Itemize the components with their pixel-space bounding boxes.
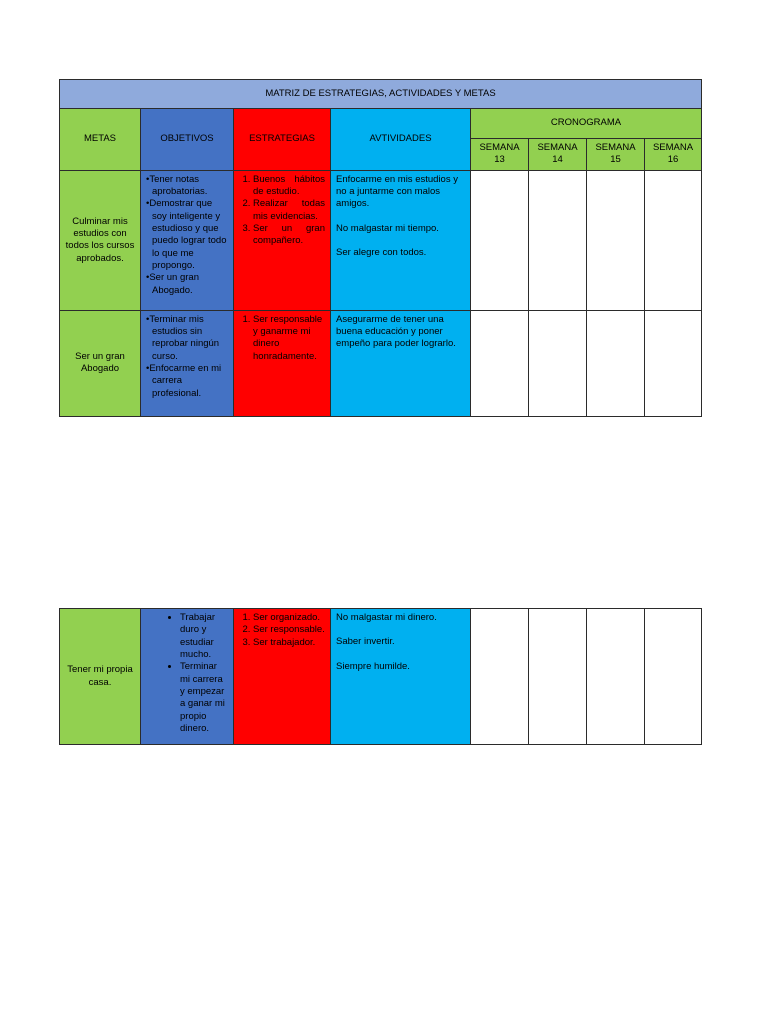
- list-item: 1. Ser organizado.: [253, 612, 325, 624]
- header-metas: METAS: [60, 109, 141, 171]
- meta-cell: Culminar mis estudios con todos los cursos aprobados.: [60, 170, 141, 310]
- activity-text: No malgastar mi tiempo.: [336, 222, 439, 234]
- header-cronograma: CRONOGRAMA: [471, 109, 702, 139]
- schedule-cell: [529, 609, 587, 745]
- header-week-13: SEMANA 13: [471, 139, 529, 171]
- list-item: 2. Ser responsable.: [253, 624, 325, 636]
- activity-text: Enfocarme en mis estudios y no a juntarme con malos amigos.: [336, 173, 458, 210]
- schedule-cell: [645, 609, 702, 745]
- list-item: • Terminar mis estudios sin reprobar ningún curso.: [146, 314, 228, 363]
- list-item: • Demostrar que soy inteligente y estudioso y que puedo lograr todo lo que me propongo.: [146, 198, 228, 272]
- schedule-cell: [587, 310, 645, 416]
- schedule-cell: [645, 310, 702, 416]
- meta-cell: Ser un gran Abogado: [60, 310, 141, 416]
- strategy-matrix-table: [59, 79, 702, 417]
- strategy-matrix-table-continued: [59, 608, 702, 745]
- schedule-cell: [471, 310, 529, 416]
- header-week-14: SEMANA 14: [529, 139, 587, 171]
- schedule-cell: [587, 609, 645, 745]
- actividades-cell: [331, 310, 471, 416]
- table-row: [60, 310, 702, 416]
- list-item: 2. Realizar todas mis evidencias.: [253, 198, 325, 223]
- activity-text: Asegurarme de tener una buena educación y poner empeño para poder lograrlo.: [336, 313, 456, 350]
- actividades-cell: [331, 170, 471, 310]
- estrategias-cell: [234, 310, 331, 416]
- list-item: 1. Ser responsable y ganarme mi dinero honradamente.: [253, 314, 325, 363]
- list-item: 1. Buenos hábitos de estudio.: [253, 174, 325, 199]
- objetivos-cell: [141, 310, 234, 416]
- header-estrategias: ESTRATEGIAS: [234, 109, 331, 171]
- list-item: • Ser un gran Abogado.: [146, 272, 228, 297]
- activity-text: No malgastar mi dinero.: [336, 612, 437, 623]
- objetivos-cell: [141, 170, 234, 310]
- list-item: 3. Ser un gran compañero.: [253, 223, 325, 248]
- schedule-cell: [529, 310, 587, 416]
- estrategias-cell: [234, 170, 331, 310]
- table-row: [60, 170, 702, 310]
- activity-text: Ser alegre con todos.: [336, 247, 427, 259]
- list-item: • Trabajar duro y estudiar mucho.: [180, 612, 228, 661]
- list-item: • Terminar mi carrera y empezar a ganar mi propio dinero.: [180, 661, 228, 735]
- header-week-15: SEMANA 15: [587, 139, 645, 171]
- estrategias-cell: [234, 609, 331, 745]
- meta-cell: Tener mi propia casa.: [60, 609, 141, 745]
- matrix-title: MATRIZ DE ESTRATEGIAS, ACTIVIDADES Y METAS: [60, 80, 702, 109]
- activity-text: Saber invertir.: [336, 636, 395, 648]
- table-row: [60, 609, 702, 745]
- list-item: • Enfocarme en mi carrera profesional.: [146, 363, 228, 400]
- header-objetivos: OBJETIVOS: [141, 109, 234, 171]
- activity-text: Siempre humilde.: [336, 660, 410, 672]
- schedule-cell: [471, 609, 529, 745]
- schedule-cell: [471, 170, 529, 310]
- schedule-cell: [529, 170, 587, 310]
- header-week-16: SEMANA 16: [645, 139, 702, 171]
- schedule-cell: [645, 170, 702, 310]
- actividades-cell: [331, 609, 471, 745]
- list-item: • Tener notas aprobatorias.: [146, 174, 228, 199]
- objetivos-cell: [141, 609, 234, 745]
- schedule-cell: [587, 170, 645, 310]
- header-actividades: AVTIVIDADES: [331, 109, 471, 171]
- list-item: 3. Ser trabajador.: [253, 637, 325, 649]
